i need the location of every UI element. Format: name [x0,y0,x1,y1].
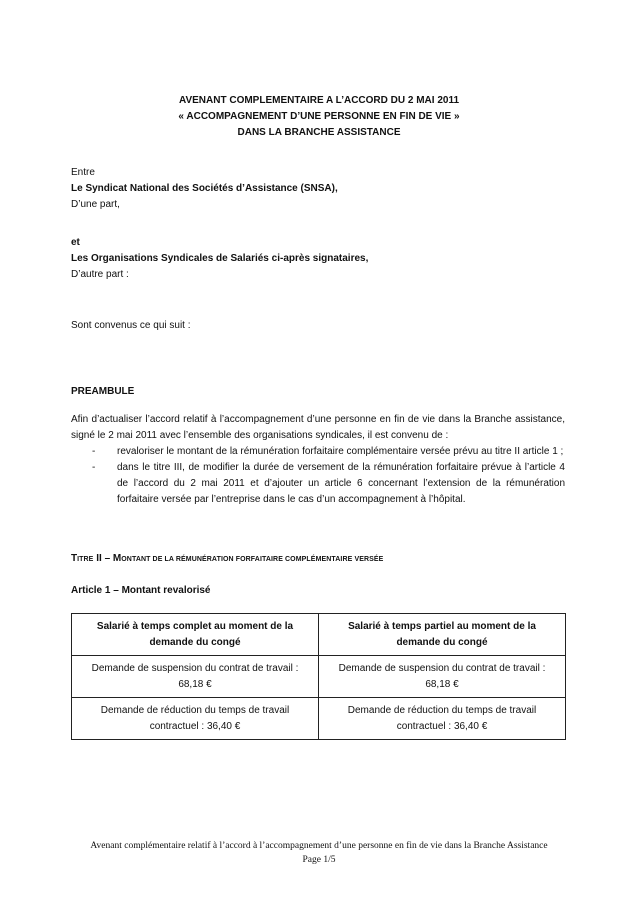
title-line-3: DANS LA BRANCHE ASSISTANCE [237,127,401,138]
orgs-name: Les Organisations Syndicales de Salariés ci-après signataires, [71,253,369,264]
table-cell: Demande de suspension du contrat de travail : 68,18 € [72,656,319,698]
table-row [72,656,566,698]
preambule-section [71,384,565,508]
convenu-text: Sont convenus ce qui suit : [71,320,191,331]
page-footer [0,839,638,867]
table-cell: Demande de réduction du temps de travail contractuel : 36,40 € [319,698,566,740]
et-label: et [71,237,80,248]
table-header-row [72,614,566,656]
table-cell: Demande de suspension du contrat de travail : 68,18 € [319,656,566,698]
list-item: - revaloriser le montant de la rémunération forfaitaire complémentaire versée prévu au titre II article 1 ; [92,446,564,457]
snsa-name: Le Syndicat National des Sociétés d’Assistance (SNSA), [71,183,338,194]
party-two [71,235,565,283]
autre-part-label: D’autre part : [71,269,129,280]
title-line-1: AVENANT COMPLEMENTAIRE A L’ACCORD DU 2 MAI 2011 [178,95,460,106]
entre-label: Entre [71,167,95,178]
table-cell: Demande de réduction du temps de travail contractuel : 36,40 € [72,698,319,740]
table-header: Salarié à temps complet au moment de la demande du congé [72,614,319,656]
party-one [71,165,565,213]
list-item: - dans le titre III, de modifier la durée de versement de la rémunération forfaitaire prévue à l’article 4 de l’accord du 2 mai 2011 et d’ajouter un article 6 concernant l’extension de la rémunération forfaitaire versée par l’entreprise dans le cas d’un accompagnement à l’hôpital. [92,462,565,505]
footer-text: Avenant complémentaire relatif à l’accord à l’accompagnement d’une personne en fin de vie dans la Branche Assistance [90,841,548,851]
table-header: Salarié à temps partiel au moment de la demande du congé [319,614,566,656]
amount-table [71,613,566,740]
page-number: Page 1/5 [302,855,336,865]
document-title [0,93,638,141]
une-part-label: D’une part, [71,199,120,210]
title-line-2: « ACCOMPAGNEMENT D’UNE PERSONNE EN FIN DE VIE » [178,111,460,122]
table-row [72,698,566,740]
titre-ii-heading: TITRE II – MONTANT DE LA RÉMUNÉRATION FORFAITAIRE COMPLÉMENTAIRE VERSÉE [71,553,384,564]
preambule-heading: PREAMBULE [71,386,135,397]
preambule-intro: Afin d’actualiser l’accord relatif à l’accompagnement d’une personne en fin de vie dans la Branche assistance, signé le 2 mai 2011 avec l’ensemble des organisations syndicales, il est convenu de : [71,414,565,441]
article-1-heading: Article 1 – Montant revalorisé [71,585,211,596]
preambule-list [71,444,565,508]
